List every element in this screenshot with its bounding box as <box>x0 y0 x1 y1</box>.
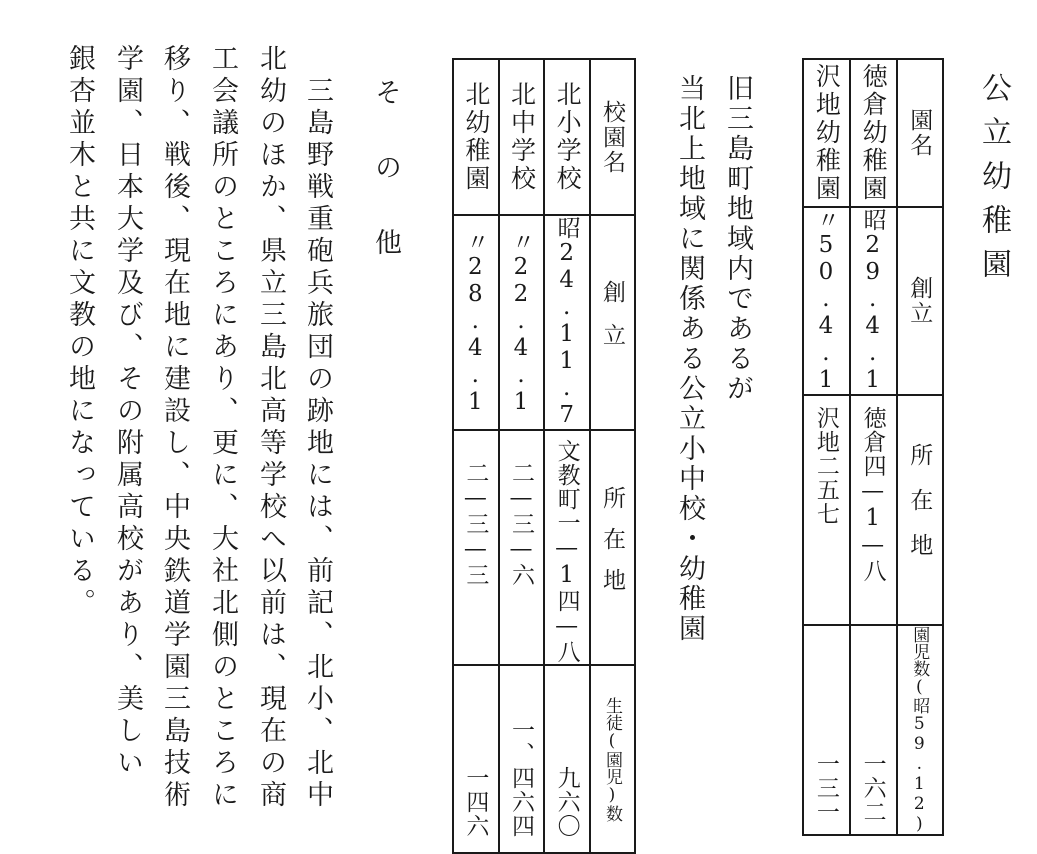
header-count: 生徒(園児)数 <box>602 696 622 822</box>
school-location: 二—三—三 <box>462 461 489 587</box>
schools-intro-line: 旧三島町地域内であるが <box>722 74 753 404</box>
kindergarten-founded: 〃50.4.1 <box>812 208 839 394</box>
school-location: 文教町一—1四—八 <box>553 439 580 664</box>
body-text-line: 移り、戦後、現在地に建設し、中央鉄道学園三島技術 <box>159 44 190 812</box>
kindergarten-name: 徳倉幼稚園 <box>859 63 889 203</box>
schools-intro-line: 当北上地域に関係ある公立小中校・幼稚園 <box>674 74 705 644</box>
header-count: 園児数(昭59.12) <box>909 626 930 834</box>
kindergarten-count: 一三一 <box>812 752 839 824</box>
kindergarten-count: 一六二 <box>859 752 886 824</box>
header-name: 園名 <box>906 108 933 158</box>
school-name: 北幼稚園 <box>461 81 491 193</box>
school-table <box>452 58 636 854</box>
header-name: 校園名 <box>599 99 625 175</box>
kindergarten-row <box>850 59 897 207</box>
school-founded: 〃28.4.1 <box>462 229 489 416</box>
other-heading: その他 <box>370 78 401 303</box>
header-founded: 創立 <box>906 276 933 326</box>
school-founded: 昭24.11.7 <box>553 216 580 429</box>
kindergarten-name: 沢地幼稚園 <box>812 63 842 203</box>
header-location: 所在地 <box>906 442 933 578</box>
school-count: 一、四六四 <box>508 718 534 838</box>
kindergarten-table <box>802 58 944 836</box>
school-location: 二—三—六 <box>508 461 534 587</box>
header-founded: 創立 <box>599 279 625 366</box>
header-location: 所在地 <box>599 486 625 609</box>
body-text-line: 北幼のほか、県立三島北高等学校へ以前は、現在の商 <box>255 44 286 812</box>
body-text-line: 学園、日本大学及び、その附属高校があり、美しい <box>112 44 143 780</box>
section-title: 公立幼稚園 <box>976 72 1011 292</box>
body-text-line: 工会議所のところにあり、更に、大社北側のところに <box>207 44 238 812</box>
school-name: 北小学校 <box>553 81 583 193</box>
school-count: 九六〇 <box>553 766 580 838</box>
table-header-cell <box>897 59 943 207</box>
kindergarten-location: 沢地二五七 <box>812 406 839 526</box>
body-text-line: 三島野戦重砲兵旅団の跡地には、前記、北小、北中 <box>302 76 333 812</box>
school-founded: 〃22.4.1 <box>508 229 534 416</box>
school-name: 北中学校 <box>507 81 537 193</box>
kindergarten-row <box>803 59 850 207</box>
kindergarten-location: 徳倉四—1—八 <box>859 406 886 583</box>
kindergarten-founded: 昭29.4.1 <box>859 208 886 394</box>
body-text-line: 銀杏並木と共に文教の地になっている。 <box>64 44 95 620</box>
school-count: 一四六 <box>462 766 489 838</box>
